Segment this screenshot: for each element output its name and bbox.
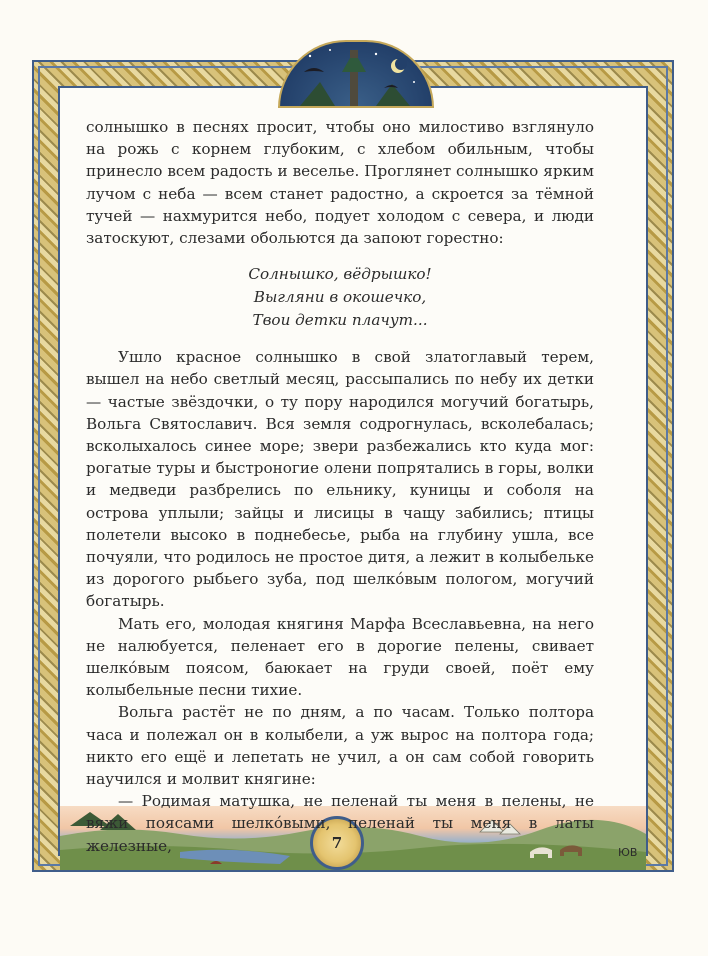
paragraph: Мать его, молодая княгиня Марфа Всеславьевна, на него не налюбуется, пеленает его в дорогие пелены, свивает шелко́вым поясом, баюкает на груди своей, поёт ему колыбельные песни тихие. <box>86 614 594 700</box>
paragraph: солнышко в песнях просит, чтобы оно милостиво взглянуло на рожь с корнем глубоким, с хлебом обильным, чтобы принесло всем радость и веселье. Проглянет солнышко ярким лучом с неба — всем станет радостно, а скроется за тёмной тучей — нахмурится небо, подует холодом с севера, и люди затоскуют, слезами обольются да запоют горестно: <box>86 118 594 248</box>
illustrator-signature: ЮВ <box>618 846 638 859</box>
paragraph: Вольга растёт не по дням, а по часам. Только полтора часа и полежал он в колыбели, а уж вырос на полтора года; никто его ещё и лепетать не учил, а он сам собой говорить научился и молвит княгине: <box>86 703 594 789</box>
night-scene-illustration <box>280 42 432 106</box>
verse-line: Солнышко, вёдрышко! <box>248 265 432 284</box>
paragraph: — Родимая матушка, не пеленай ты меня в пелены, не вяжи поясами шелко́выми, пеленай ты меня в латы железные, <box>86 792 594 855</box>
verse-line: Твои детки плачут... <box>252 311 428 330</box>
verse-line: Выгляни в окошечко, <box>253 288 427 307</box>
night-vignette <box>278 40 434 108</box>
page-number: 7 <box>331 834 343 852</box>
verse <box>86 263 594 332</box>
story-text <box>86 116 594 857</box>
paragraph: Ушло красное солнышко в свой златоглавый терем, вышел на небо светлый месяц, рассыпались по небу их детки — частые звёздочки, о ту пору народился могучий богатырь, Вольга Святославич. Вся земля содрогнулась, всколебалась; всколыхалось синее море; звери разбежались кто куда мог: рогатые туры и быстроногие олени попрятались в горы, волки и медведи разбрелись по ельнику, куницы и соболя на острова уплыли; зайцы и лисицы в чащу забились; птицы полетели высоко в поднебесье, рыба на глубину ушла, все почуяли, что родилось не простое дитя, а лежит в колыбельке из дорогого рыбьего зуба, под шелко́вым пологом, могучий богатырь. <box>86 348 594 611</box>
